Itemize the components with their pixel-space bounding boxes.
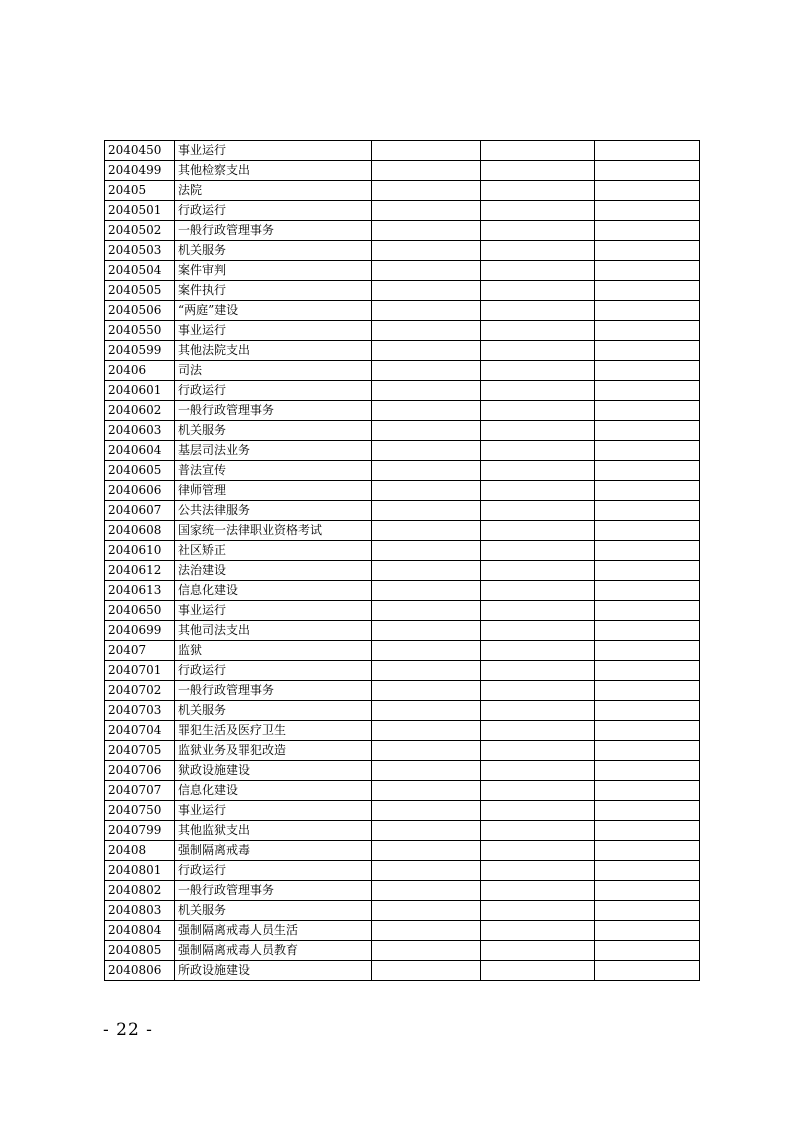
subject-name-cell: 案件审判 (175, 261, 372, 281)
empty-value-cell (372, 801, 481, 821)
subject-name-cell: 机关服务 (175, 901, 372, 921)
empty-value-cell (372, 501, 481, 521)
empty-value-cell (595, 601, 700, 621)
table-row (105, 681, 700, 701)
empty-value-cell (595, 581, 700, 601)
empty-value-cell (372, 541, 481, 561)
subject-code-cell: 2040610 (105, 541, 175, 561)
subject-code-cell: 2040603 (105, 421, 175, 441)
empty-value-cell (595, 881, 700, 901)
empty-value-cell (595, 481, 700, 501)
empty-value-cell (481, 201, 595, 221)
empty-value-cell (481, 661, 595, 681)
subject-code-cell: 2040450 (105, 141, 175, 161)
empty-value-cell (372, 401, 481, 421)
subject-code-cell: 2040703 (105, 701, 175, 721)
empty-value-cell (481, 381, 595, 401)
empty-value-cell (595, 361, 700, 381)
empty-value-cell (595, 861, 700, 881)
subject-code-cell: 2040799 (105, 821, 175, 841)
empty-value-cell (481, 481, 595, 501)
subject-code-cell: 2040612 (105, 561, 175, 581)
budget-table (104, 140, 700, 981)
empty-value-cell (595, 201, 700, 221)
empty-value-cell (372, 321, 481, 341)
table-row (105, 941, 700, 961)
table-row (105, 801, 700, 821)
subject-name-cell: 其他监狱支出 (175, 821, 372, 841)
empty-value-cell (372, 161, 481, 181)
table-row (105, 281, 700, 301)
empty-value-cell (481, 961, 595, 981)
subject-code-cell: 2040613 (105, 581, 175, 601)
empty-value-cell (595, 221, 700, 241)
empty-value-cell (481, 541, 595, 561)
subject-name-cell: 监狱 (175, 641, 372, 661)
table-row (105, 921, 700, 941)
empty-value-cell (595, 681, 700, 701)
table-row (105, 581, 700, 601)
subject-name-cell: 行政运行 (175, 381, 372, 401)
empty-value-cell (481, 341, 595, 361)
empty-value-cell (481, 701, 595, 721)
subject-code-cell: 2040607 (105, 501, 175, 521)
empty-value-cell (481, 441, 595, 461)
empty-value-cell (595, 761, 700, 781)
table-row (105, 701, 700, 721)
empty-value-cell (481, 921, 595, 941)
table-row (105, 621, 700, 641)
table-row (105, 521, 700, 541)
empty-value-cell (595, 941, 700, 961)
empty-value-cell (595, 541, 700, 561)
empty-value-cell (481, 261, 595, 281)
empty-value-cell (372, 261, 481, 281)
subject-code-cell: 2040499 (105, 161, 175, 181)
subject-code-cell: 2040505 (105, 281, 175, 301)
subject-name-cell: 行政运行 (175, 861, 372, 881)
table-row (105, 481, 700, 501)
empty-value-cell (481, 281, 595, 301)
table-row (105, 381, 700, 401)
subject-name-cell: 机关服务 (175, 421, 372, 441)
empty-value-cell (595, 301, 700, 321)
empty-value-cell (481, 161, 595, 181)
empty-value-cell (595, 741, 700, 761)
empty-value-cell (595, 621, 700, 641)
empty-value-cell (372, 241, 481, 261)
table-row (105, 421, 700, 441)
subject-code-cell: 20406 (105, 361, 175, 381)
table-row (105, 781, 700, 801)
empty-value-cell (372, 381, 481, 401)
empty-value-cell (595, 701, 700, 721)
subject-name-cell: 一般行政管理事务 (175, 401, 372, 421)
empty-value-cell (372, 221, 481, 241)
empty-value-cell (481, 761, 595, 781)
subject-name-cell: 一般行政管理事务 (175, 681, 372, 701)
subject-name-cell: 强制隔离戒毒 (175, 841, 372, 861)
empty-value-cell (372, 581, 481, 601)
empty-value-cell (595, 961, 700, 981)
subject-code-cell: 2040701 (105, 661, 175, 681)
subject-code-cell: 2040702 (105, 681, 175, 701)
empty-value-cell (595, 781, 700, 801)
table-row (105, 301, 700, 321)
table-row (105, 881, 700, 901)
subject-name-cell: 其他法院支出 (175, 341, 372, 361)
table-row (105, 341, 700, 361)
empty-value-cell (595, 381, 700, 401)
subject-name-cell: 狱政设施建设 (175, 761, 372, 781)
subject-name-cell: 法治建设 (175, 561, 372, 581)
subject-name-cell: 机关服务 (175, 701, 372, 721)
empty-value-cell (372, 201, 481, 221)
subject-code-cell: 2040806 (105, 961, 175, 981)
subject-code-cell: 2040501 (105, 201, 175, 221)
empty-value-cell (481, 621, 595, 641)
empty-value-cell (372, 621, 481, 641)
empty-value-cell (372, 141, 481, 161)
subject-code-cell: 2040699 (105, 621, 175, 641)
subject-code-cell: 2040503 (105, 241, 175, 261)
empty-value-cell (372, 461, 481, 481)
empty-value-cell (372, 441, 481, 461)
empty-value-cell (481, 361, 595, 381)
subject-code-cell: 2040502 (105, 221, 175, 241)
subject-name-cell: 其他司法支出 (175, 621, 372, 641)
table-row (105, 241, 700, 261)
empty-value-cell (372, 521, 481, 541)
table-row (105, 541, 700, 561)
empty-value-cell (481, 141, 595, 161)
empty-value-cell (595, 161, 700, 181)
subject-name-cell: 行政运行 (175, 201, 372, 221)
empty-value-cell (372, 841, 481, 861)
subject-name-cell: 事业运行 (175, 321, 372, 341)
table-row (105, 961, 700, 981)
subject-name-cell: 国家统一法律职业资格考试 (175, 521, 372, 541)
empty-value-cell (372, 661, 481, 681)
empty-value-cell (372, 561, 481, 581)
subject-code-cell: 20405 (105, 181, 175, 201)
empty-value-cell (372, 761, 481, 781)
empty-value-cell (481, 581, 595, 601)
subject-name-cell: 其他检察支出 (175, 161, 372, 181)
subject-name-cell: 所政设施建设 (175, 961, 372, 981)
empty-value-cell (481, 601, 595, 621)
subject-name-cell: 公共法律服务 (175, 501, 372, 521)
table-row (105, 161, 700, 181)
empty-value-cell (372, 941, 481, 961)
empty-value-cell (372, 901, 481, 921)
empty-value-cell (372, 821, 481, 841)
empty-value-cell (372, 421, 481, 441)
table-row (105, 841, 700, 861)
subject-name-cell: 监狱业务及罪犯改造 (175, 741, 372, 761)
table-body (105, 141, 700, 981)
empty-value-cell (595, 821, 700, 841)
empty-value-cell (372, 301, 481, 321)
empty-value-cell (372, 881, 481, 901)
subject-code-cell: 2040650 (105, 601, 175, 621)
empty-value-cell (372, 641, 481, 661)
subject-name-cell: “两庭”建设 (175, 301, 372, 321)
subject-code-cell: 2040803 (105, 901, 175, 921)
empty-value-cell (595, 841, 700, 861)
empty-value-cell (372, 741, 481, 761)
table-row (105, 901, 700, 921)
subject-code-cell: 2040706 (105, 761, 175, 781)
subject-code-cell: 2040604 (105, 441, 175, 461)
subject-code-cell: 2040804 (105, 921, 175, 941)
table-row (105, 321, 700, 341)
empty-value-cell (481, 901, 595, 921)
empty-value-cell (595, 441, 700, 461)
subject-code-cell: 20408 (105, 841, 175, 861)
empty-value-cell (372, 281, 481, 301)
empty-value-cell (481, 561, 595, 581)
empty-value-cell (481, 221, 595, 241)
subject-code-cell: 2040704 (105, 721, 175, 741)
subject-name-cell: 罪犯生活及医疗卫生 (175, 721, 372, 741)
page-number: - 22 - (103, 1020, 153, 1040)
empty-value-cell (372, 701, 481, 721)
subject-name-cell: 信息化建设 (175, 781, 372, 801)
table-row (105, 401, 700, 421)
subject-code-cell: 20407 (105, 641, 175, 661)
empty-value-cell (595, 461, 700, 481)
subject-code-cell: 2040705 (105, 741, 175, 761)
table-row (105, 461, 700, 481)
subject-name-cell: 强制隔离戒毒人员生活 (175, 921, 372, 941)
subject-name-cell: 强制隔离戒毒人员教育 (175, 941, 372, 961)
subject-name-cell: 律师管理 (175, 481, 372, 501)
empty-value-cell (595, 521, 700, 541)
subject-name-cell: 社区矫正 (175, 541, 372, 561)
table-row (105, 761, 700, 781)
subject-name-cell: 事业运行 (175, 601, 372, 621)
empty-value-cell (595, 901, 700, 921)
empty-value-cell (595, 721, 700, 741)
empty-value-cell (481, 641, 595, 661)
empty-value-cell (595, 261, 700, 281)
empty-value-cell (595, 561, 700, 581)
empty-value-cell (595, 421, 700, 441)
empty-value-cell (595, 341, 700, 361)
empty-value-cell (481, 721, 595, 741)
table-row (105, 641, 700, 661)
empty-value-cell (481, 941, 595, 961)
empty-value-cell (481, 401, 595, 421)
subject-name-cell: 信息化建设 (175, 581, 372, 601)
subject-code-cell: 2040608 (105, 521, 175, 541)
subject-code-cell: 2040605 (105, 461, 175, 481)
table-row (105, 861, 700, 881)
empty-value-cell (481, 461, 595, 481)
table-row (105, 261, 700, 281)
table-row (105, 601, 700, 621)
empty-value-cell (595, 181, 700, 201)
empty-value-cell (372, 341, 481, 361)
empty-value-cell (481, 861, 595, 881)
table-row (105, 441, 700, 461)
subject-code-cell: 2040707 (105, 781, 175, 801)
empty-value-cell (372, 861, 481, 881)
empty-value-cell (481, 821, 595, 841)
empty-value-cell (481, 881, 595, 901)
subject-code-cell: 2040750 (105, 801, 175, 821)
subject-name-cell: 普法宣传 (175, 461, 372, 481)
subject-name-cell: 机关服务 (175, 241, 372, 261)
subject-code-cell: 2040550 (105, 321, 175, 341)
empty-value-cell (481, 801, 595, 821)
empty-value-cell (595, 641, 700, 661)
empty-value-cell (595, 241, 700, 261)
empty-value-cell (372, 601, 481, 621)
subject-code-cell: 2040606 (105, 481, 175, 501)
subject-code-cell: 2040504 (105, 261, 175, 281)
empty-value-cell (595, 321, 700, 341)
empty-value-cell (481, 181, 595, 201)
empty-value-cell (372, 681, 481, 701)
subject-name-cell: 案件执行 (175, 281, 372, 301)
empty-value-cell (481, 241, 595, 261)
table-row (105, 221, 700, 241)
subject-name-cell: 行政运行 (175, 661, 372, 681)
table-row (105, 181, 700, 201)
empty-value-cell (481, 301, 595, 321)
empty-value-cell (372, 921, 481, 941)
empty-value-cell (372, 481, 481, 501)
subject-name-cell: 基层司法业务 (175, 441, 372, 461)
empty-value-cell (372, 181, 481, 201)
empty-value-cell (481, 741, 595, 761)
subject-code-cell: 2040506 (105, 301, 175, 321)
table-row (105, 741, 700, 761)
empty-value-cell (372, 361, 481, 381)
table-row (105, 721, 700, 741)
subject-name-cell: 一般行政管理事务 (175, 221, 372, 241)
empty-value-cell (372, 721, 481, 741)
empty-value-cell (372, 781, 481, 801)
table-row (105, 501, 700, 521)
subject-code-cell: 2040602 (105, 401, 175, 421)
empty-value-cell (481, 421, 595, 441)
empty-value-cell (595, 281, 700, 301)
empty-value-cell (595, 501, 700, 521)
subject-code-cell: 2040801 (105, 861, 175, 881)
empty-value-cell (595, 401, 700, 421)
table-row (105, 561, 700, 581)
subject-name-cell: 一般行政管理事务 (175, 881, 372, 901)
empty-value-cell (481, 781, 595, 801)
empty-value-cell (372, 961, 481, 981)
empty-value-cell (481, 841, 595, 861)
table-row (105, 361, 700, 381)
empty-value-cell (481, 521, 595, 541)
subject-code-cell: 2040599 (105, 341, 175, 361)
subject-name-cell: 事业运行 (175, 801, 372, 821)
subject-code-cell: 2040802 (105, 881, 175, 901)
empty-value-cell (595, 661, 700, 681)
subject-name-cell: 法院 (175, 181, 372, 201)
table-row (105, 201, 700, 221)
empty-value-cell (481, 681, 595, 701)
table-row (105, 141, 700, 161)
empty-value-cell (595, 801, 700, 821)
empty-value-cell (595, 921, 700, 941)
table-row (105, 661, 700, 681)
subject-name-cell: 司法 (175, 361, 372, 381)
empty-value-cell (595, 141, 700, 161)
subject-code-cell: 2040601 (105, 381, 175, 401)
subject-code-cell: 2040805 (105, 941, 175, 961)
table-row (105, 821, 700, 841)
empty-value-cell (481, 501, 595, 521)
subject-name-cell: 事业运行 (175, 141, 372, 161)
empty-value-cell (481, 321, 595, 341)
